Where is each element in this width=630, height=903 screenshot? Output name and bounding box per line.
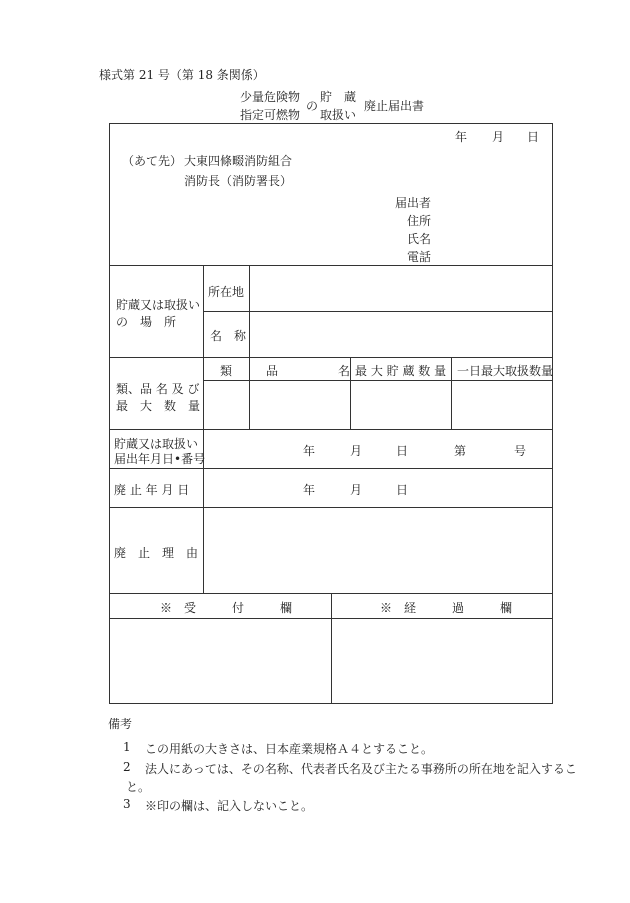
- notice-label-2: 届出年月日•番号: [114, 452, 206, 466]
- abolish-date-label: 廃 止 年 月 日: [114, 483, 190, 497]
- notice-go: 号: [514, 444, 527, 458]
- place-location-label: 所在地: [208, 285, 245, 299]
- note-2-number: 2: [123, 760, 131, 774]
- abolish-day: 日: [396, 483, 409, 497]
- receipt-column-header: ※ 受 付 欄: [160, 601, 293, 615]
- notice-label-1: 貯蔵又は取扱い: [114, 437, 199, 451]
- notice-day: 日: [396, 444, 409, 458]
- place-label-1: 貯蔵又は取扱い: [116, 298, 201, 312]
- title-line2-b: 取扱い: [320, 108, 357, 122]
- notes-heading: 備考: [108, 717, 133, 731]
- note-1-number: 1: [123, 740, 131, 754]
- form-number: 様式第 21 号（第 18 条関係）: [99, 68, 265, 82]
- quantity-label-2: 最 大 数 量: [116, 399, 201, 413]
- note-3-number: 3: [123, 797, 131, 811]
- col-class-header: 類: [220, 364, 233, 378]
- addressee-chief: 消防長（消防署長）: [184, 174, 293, 188]
- quantity-label-1: 類、品 名 及 び: [116, 382, 200, 396]
- date-day: 日: [527, 130, 540, 144]
- note-2-line2: と。: [126, 780, 151, 794]
- notice-month: 月: [350, 444, 363, 458]
- abolish-month: 月: [350, 483, 363, 497]
- notifier-name: 氏名: [407, 232, 432, 246]
- notifier-heading: 届出者: [395, 196, 432, 210]
- col-item-header: 品 名: [266, 364, 351, 378]
- place-label-2: の 場 所: [116, 315, 177, 329]
- title-no: の: [306, 99, 319, 113]
- addressee-prefix: （あて先）: [122, 154, 183, 168]
- title-line1-b: 貯 蔵: [320, 90, 357, 104]
- col-daily-max-header: 一日最大取扱数量: [457, 364, 554, 378]
- title-line1-a: 少量危険物: [240, 90, 301, 104]
- note-2-line1: 法人にあっては、その名称、代表者氏名及び主たる事務所の所在地を記入するこ: [145, 762, 577, 776]
- progress-column-header: ※ 経 過 欄: [380, 601, 513, 615]
- notice-dai: 第: [454, 444, 467, 458]
- note-1: この用紙の大きさは、日本産業規格Ａ４とすること。: [145, 742, 434, 756]
- note-3: ※印の欄は、記入しないこと。: [145, 799, 314, 813]
- title-suffix: 廃止届出書: [364, 99, 425, 113]
- notice-year: 年: [303, 444, 316, 458]
- notifier-address: 住所: [407, 214, 432, 228]
- addressee-org: 大東四條畷消防組合: [184, 154, 293, 168]
- abolish-year: 年: [303, 483, 316, 497]
- abolish-reason-label: 廃 止 理 由: [114, 546, 199, 560]
- date-year: 年: [455, 130, 468, 144]
- notifier-phone: 電話: [407, 250, 432, 264]
- col-max-storage-header: 最 大 貯 蔵 数 量: [355, 364, 447, 378]
- date-month: 月: [492, 130, 505, 144]
- place-name-label: 名 称: [210, 329, 247, 343]
- title-line2-a: 指定可燃物: [240, 108, 301, 122]
